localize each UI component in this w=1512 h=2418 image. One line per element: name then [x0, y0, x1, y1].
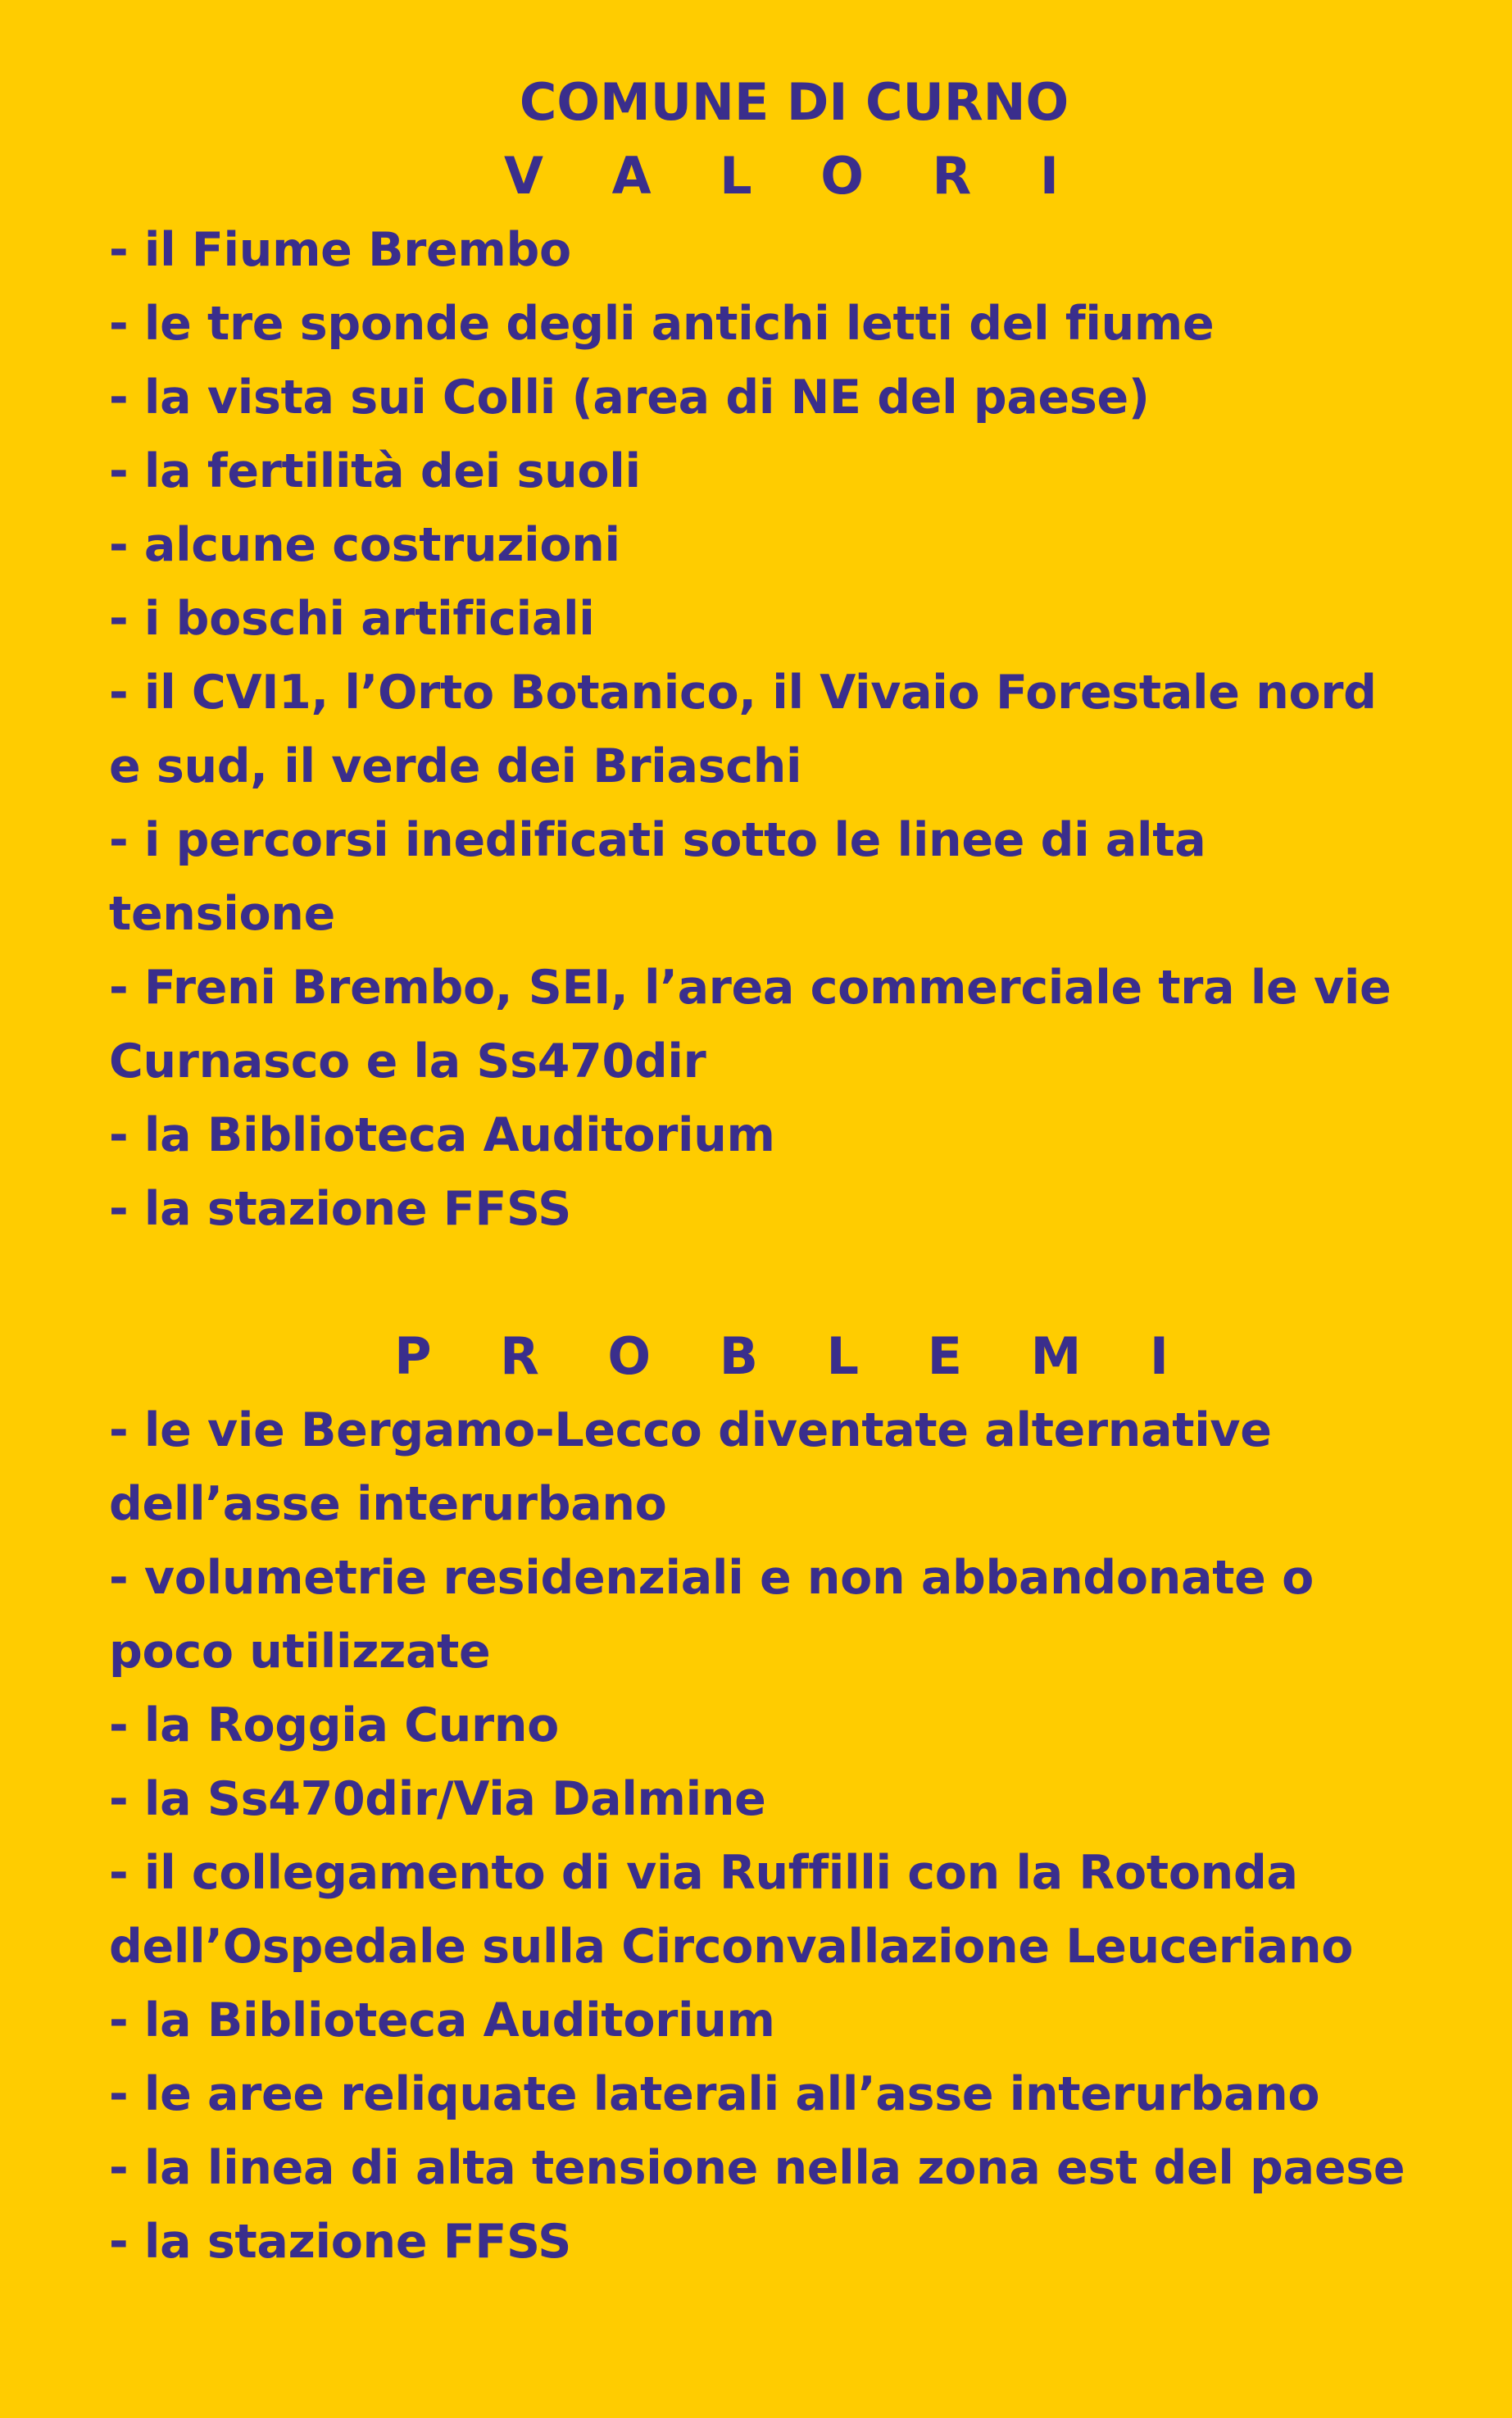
valori-line: - i boschi artificiali: [109, 592, 595, 646]
problemi-line: dell’Ospedale sulla Circonvallazione Leuceriano: [109, 1920, 1354, 1974]
valori-line: - la Biblioteca Auditorium: [109, 1108, 775, 1162]
valori-line: - la fertilità dei suoli: [109, 444, 641, 498]
valori-line: - le tre sponde degli antichi letti del fiume: [109, 297, 1215, 351]
problemi-line: - il collegamento di via Ruffilli con la Rotonda: [109, 1846, 1298, 1900]
problemi-line: - la linea di alta tensione nella zona est del paese: [109, 2141, 1405, 2195]
valori-line: - Freni Brembo, SEI, l’area commerciale tra le vie: [109, 961, 1392, 1015]
problemi-line: dell’asse interurbano: [109, 1477, 667, 1531]
problemi-line: - la Roggia Curno: [109, 1698, 560, 1752]
page-title: COMUNE DI CURNO: [519, 72, 1069, 132]
valori-line: - il Fiume Brembo: [109, 223, 571, 277]
valori-line: - il CVI1, l’Orto Botanico, il Vivaio Forestale nord: [109, 666, 1377, 720]
problemi-line: - le vie Bergamo-Lecco diventate alternative: [109, 1403, 1272, 1457]
valori-line: e sud, il verde dei Briaschi: [109, 739, 802, 793]
valori-line: - la stazione FFSS: [109, 1182, 571, 1236]
problemi-line: - la stazione FFSS: [109, 2215, 571, 2269]
valori-line: - alcune costruzioni: [109, 518, 620, 572]
problemi-list: [109, 1393, 1479, 2279]
valori-line: Curnasco e la Ss470dir: [109, 1034, 706, 1089]
problemi-heading: P R O B L E M I: [394, 1326, 1194, 1386]
valori-line: - la vista sui Colli (area di NE del paese): [109, 370, 1150, 425]
valori-heading: V A L O R I: [504, 146, 1084, 206]
problemi-line: - volumetrie residenziali e non abbandonate o: [109, 1551, 1314, 1605]
valori-list: [109, 213, 1479, 1246]
problemi-line: - la Biblioteca Auditorium: [109, 1993, 775, 2048]
valori-line: tensione: [109, 887, 335, 941]
problemi-line: - la Ss470dir/Via Dalmine: [109, 1772, 766, 1826]
problemi-line: poco utilizzate: [109, 1625, 491, 1679]
problemi-line: - le aree reliquate laterali all’asse interurbano: [109, 2067, 1320, 2121]
valori-line: - i percorsi inedificati sotto le linee di alta: [109, 813, 1206, 867]
